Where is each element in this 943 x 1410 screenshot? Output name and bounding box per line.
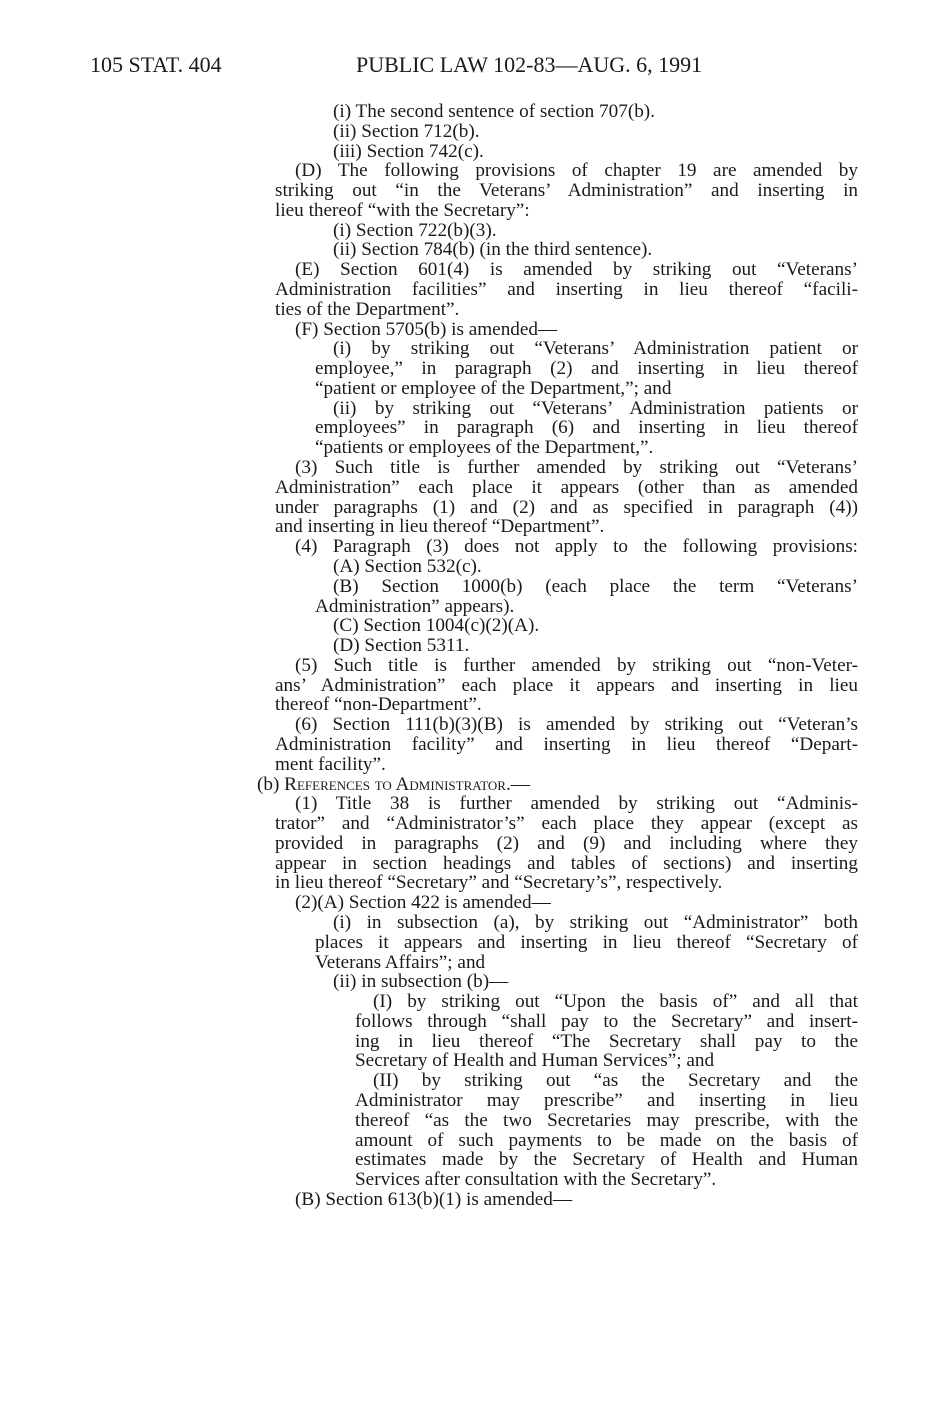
text-line: “patient or employee of the Department,”; and — [315, 377, 672, 399]
text-line: ans’ Administration” each place it appears and inserting in lieu — [275, 674, 858, 696]
text-line: (E) Section 601(4) is amended by striking out “Veterans’ — [295, 259, 858, 281]
section-heading — [257, 775, 530, 795]
text-line: trator” and “Administrator’s” each place they appear (except as — [275, 813, 858, 835]
text-line: (ii) Section 712(b). — [333, 120, 480, 142]
text-line: provided in paragraphs (2) and (9) and including where they — [275, 832, 858, 854]
text-line: Administration facility” and inserting in lieu thereof “Depart- — [275, 733, 858, 755]
text-line: places it appears and inserting in lieu thereof “Secretary of — [315, 931, 858, 953]
text-line: (C) Section 1004(c)(2)(A). — [333, 615, 540, 637]
text-line: (i) The second sentence of section 707(b). — [333, 101, 655, 122]
text-line: Administration” appears). — [315, 595, 515, 617]
text-line: Services after consultation with the Secretary”. — [355, 1169, 717, 1191]
text-line: ties of the Department”. — [275, 298, 460, 320]
text-line: ing in lieu thereof “The Secretary shall pay to the — [355, 1030, 858, 1052]
text-line: Administrator may prescribe” and inserting in lieu — [355, 1090, 858, 1111]
text-line: (iii) Section 742(c). — [333, 140, 484, 162]
text-line: employees” in paragraph (6) and inserting in lieu thereof — [315, 417, 858, 439]
text-line: (ii) in subsection (b)— — [333, 971, 509, 993]
text-line: lieu thereof “with the Secretary”: — [275, 199, 530, 221]
text-line: (i) Section 722(b)(3). — [333, 219, 497, 241]
text-line: (II) by striking out “as the Secretary and the — [373, 1070, 858, 1092]
text-line: (B) Section 613(b)(1) is amended— — [295, 1188, 573, 1210]
text-line: in lieu thereof “Secretary” and “Secretary’s”, respectively. — [275, 872, 723, 894]
text-line: amount of such payments to be made on the basis of — [355, 1129, 858, 1151]
text-line: and inserting in lieu thereof “Department”. — [275, 516, 605, 538]
text-line: appear in section headings and tables of sections) and inserting — [275, 852, 858, 874]
text-line: estimates made by the Secretary of Health and Human — [355, 1149, 858, 1171]
text-line: striking out “in the Veterans’ Administration” and inserting in — [275, 180, 858, 202]
text-line: follows through “shall pay to the Secretary” and insert- — [355, 1010, 858, 1032]
text-line: Administration facilities” and inserting in lieu thereof “facili- — [275, 279, 858, 301]
text-line: (F) Section 5705(b) is amended— — [295, 318, 558, 340]
text-line: (D) Section 5311. — [333, 635, 470, 657]
text-line: thereof “as the two Secretaries may prescribe, with the — [355, 1109, 858, 1131]
text-line: under paragraphs (1) and (2) and as specified in paragraph (4)) — [275, 496, 858, 518]
text-line: (3) Such title is further amended by striking out “Veterans’ — [295, 457, 858, 479]
running-title: PUBLIC LAW 102-83—AUG. 6, 1991 — [356, 52, 703, 77]
text-line: “patients or employees of the Department,”. — [315, 437, 654, 459]
text-line: ment facility”. — [275, 753, 386, 775]
text-line: (D) The following provisions of chapter 19 are amended by — [295, 160, 858, 182]
text-line: (5) Such title is further amended by striking out “non-Veter- — [295, 654, 858, 676]
text-line: (A) Section 532(c). — [333, 555, 482, 577]
text-line: (i) by striking out “Veterans’ Administration patient or — [333, 338, 858, 360]
text-line: (i) in subsection (a), by striking out “Administrator” both — [333, 911, 858, 933]
text-line: (B) Section 1000(b) (each place the term “Veterans’ — [333, 575, 858, 597]
text-line: (1) Title 38 is further amended by striking out “Adminis- — [295, 793, 858, 815]
text-line: thereof “non-Department”. — [275, 694, 482, 716]
text-line: (4) Paragraph (3) does not apply to the following provisions: — [295, 536, 858, 558]
text-line: (ii) Section 784(b) (in the third sentence). — [333, 239, 653, 261]
heading-label: (b) — [257, 773, 285, 795]
text-line: (2)(A) Section 422 is amended— — [295, 892, 551, 914]
text-line: Veterans Affairs”; and — [315, 951, 486, 973]
heading-text: References to Administrator.— — [284, 773, 530, 795]
text-line: (ii) by striking out “Veterans’ Administration patients or — [333, 397, 858, 419]
text-line: employee,” in paragraph (2) and inserting in lieu thereof — [315, 358, 858, 380]
text-line: (I) by striking out “Upon the basis of” and all that — [373, 991, 858, 1013]
text-line: (6) Section 111(b)(3)(B) is amended by striking out “Veteran’s — [295, 714, 858, 736]
text-line: Administration” each place it appears (other than as amended — [275, 476, 858, 498]
page-reference: 105 STAT. 404 — [90, 52, 222, 77]
text-line: Secretary of Health and Human Services”; and — [355, 1050, 715, 1072]
